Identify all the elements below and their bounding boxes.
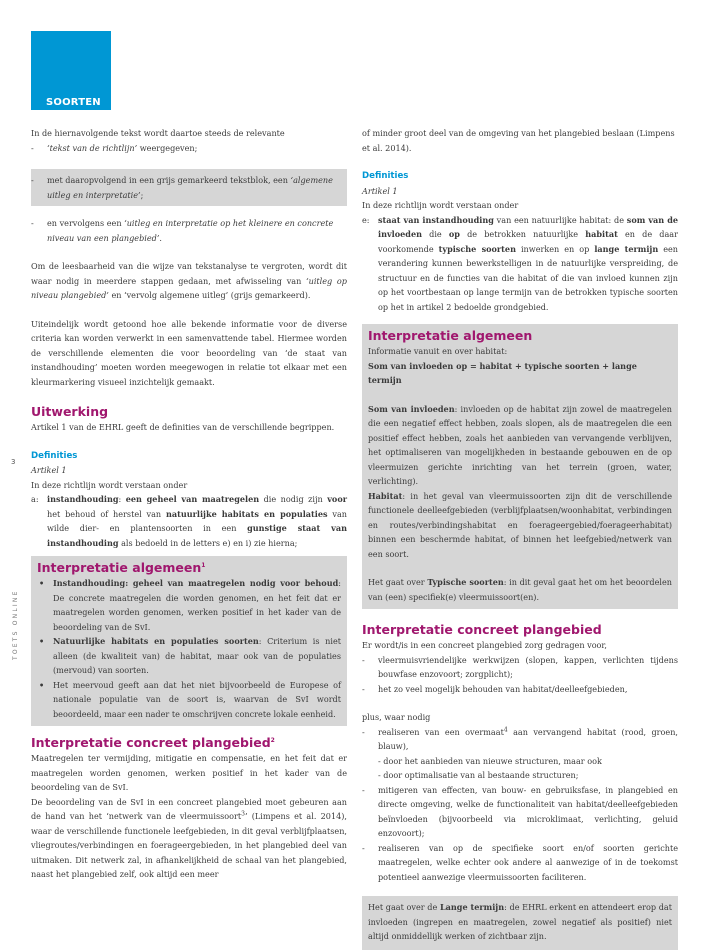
- article-label: Artikel 1: [362, 185, 398, 196]
- paragraph: Het gaat over Typische soorten: in dit geval gaat het om het beoordelen van (een) specifiek(e) vleermuissoort(en).: [368, 577, 672, 602]
- list-item: - mitigeren van effecten, van bouw- en gebruiksfase, in plangebied en directe omgeving, welke de functionaliteit van habitat/deelleefgebieden beïnvloeden (bijvoorbeeld via microklimaat, verlichting, geluid enzovoort);: [362, 784, 678, 838]
- definition-item: a: instandhouding: een geheel van maatregelen die nodig zijn voor het behoud of herstel van natuurlijke habitats en populaties van wilde dier- en plantensoorten in een gunstige staat van instandhouding als bedoeld in de letters e) en i) zie hierna;: [31, 494, 347, 548]
- paragraph: Som van invloeden: invloeden op de habitat zijn zowel de maatregelen die een negatief effect hebben, zoals slopen, als de maatregelen die een positief effect hebben, zoals het aanbieden van vervangende verblijven, het optimaliseren van mogelijkheden in bestaande gebouwen en de op vleermuizen gerichte inrichting van het terrein (groen, water, verlichting).: [368, 403, 672, 486]
- paragraph: Het gaat over de Lange termijn: de EHRL erkent en attendeert erop dat invloeden (ingrepen en maatregelen, zowel negatief als positief) niet altijd onmiddellijk werken of zichtbaar zijn.: [368, 902, 672, 941]
- box-heading: Interpretatie algemeen$^1$: [37, 560, 206, 575]
- paragraph: Informatie vanuit en over habitat:: [368, 346, 508, 356]
- paragraph: plus, waar nodig: [362, 712, 431, 722]
- left-column: [31, 126, 347, 882]
- list-item: - realiseren van op de specifieke soort en/of soorten gerichte maatregelen, welke echter ook andere al aanwezige of in de toekomst potentieel aanwezige vleermuissoorten faciliteren.: [362, 842, 678, 882]
- bullet-item: • Natuurlijke habitats en populaties soorten: Criterium is niet alleen (de kwaliteit van) de habitat, maar ook van de populaties (mervoud) van soorten.: [39, 636, 341, 675]
- paragraph: Artikel 1 van de EHRL geeft de definities van de verschillende begrippen.: [31, 422, 335, 432]
- section-heading: Interpretatie concreet plangebied: [362, 622, 602, 637]
- paragraph: In deze richtlijn wordt verstaan onder: [31, 479, 188, 490]
- sub-item: - door het aanbieden van nieuwe structuren, maar ook: [378, 755, 602, 766]
- intro-text: In de hiernavolgende tekst wordt daartoe steeds de relevante: [31, 128, 285, 138]
- long-term-box: [362, 896, 678, 950]
- paragraph: De beoordeling van de SvI in een concreet plangebied moet gebeuren aan de hand van het ‘netwerk van de vleermuissoort$^3$’ (Limpens et al. 2014), waar de verschillende functionele leefgebieden, in dit geval verblijfplaatsen, vliegroutes/verbindingen en foerageergebieden, in het plangebied deel van uitmaken. Dit netwerk zal, in afhankelijkheid de schaal van het plangebied, naast het plangebied zelf, ook altijd een meer: [31, 796, 347, 879]
- section-heading: Uitwerking: [31, 404, 109, 419]
- page-number: 3: [11, 458, 16, 466]
- bullet-item: • Het meervoud geeft aan dat het niet bijvoorbeeld de Europese of nationale populatie van de soort is, waarvan de SvI wordt beoordeeld, maar een nader te omschrijven concrete lokale eenheid.: [39, 679, 341, 719]
- paragraph: of minder groot deel van de omgeving van het plangebied beslaan (Limpens et al. 2014).: [362, 128, 675, 153]
- list-item: - realiseren van een overmaat$^4$ aan vervangend habitat (rood, groen, blauw),: [362, 725, 678, 751]
- list-item: - het zo veel mogelijk behouden van habitat/deelleefgebieden,: [362, 683, 628, 694]
- section-heading: Interpretatie concreet plangebied$^2$: [31, 735, 275, 750]
- subheading: Definities: [362, 171, 409, 181]
- paragraph: Habitat: in het geval van vleermuissoorten zijn dit de verschillende functionele deelleefgebieden (verblijfplaatsen/woonhabitat, verbindingen en routes/verbindingshabitat en foerageergebied/foerageerhabitat) binnen een beschermde habitat, of binnen het leefgebied/netwerk van een soort.: [368, 490, 672, 559]
- list-item: - met daaropvolgend in een grijs gemarkeerd tekstblok, een ‘algemene uitleg en interpretatie’;: [31, 175, 333, 200]
- sub-item: - door optimalisatie van al bestaande structuren;: [378, 770, 579, 780]
- list-item: - vleermuisvriendelijke werkwijzen (slopen, kappen, verlichten tijdens bouwfase enzovoort; zorgplicht);: [362, 654, 678, 679]
- list-item: - ‘tekst van de richtlijn’ weergegeven;: [31, 142, 198, 153]
- paragraph: Om de leesbaarheid van die wijze van tekstanalyse te vergroten, wordt dit waar nodig in meerdere stappen gedaan, met afwisseling van ‘uitleg op niveau plangebied’ en ‘vervolg algemene uitleg’ (grijs gemarkeerd).: [31, 261, 347, 300]
- side-label: TOETS ONLINE: [12, 589, 19, 660]
- right-column: [362, 126, 678, 950]
- paragraph: Er wordt/is in een concreet plangebied zorg gedragen voor,: [362, 640, 607, 650]
- definition-item: e: staat van instandhouding van een natuurlijke habitat: de som van de invloeden die op de betrokken natuurlijke habitat en de daar voorkomende typische soorten inwerken en op lange termijn een verandering kunnen bewerkstelligen in de natuurlijke verspreiding, de structuur en de functies van die habitat of die van invloed kunnen zijn op het voortbestaan op lange termijn van de betrokken typische soorten op het in artikel 2 bedoelde grondgebied.: [362, 214, 679, 312]
- paragraph: Uiteindelijk wordt getoond hoe alle bekende informatie voor de diverse criteria kan worden verwerkt in een samenvattende tabel. Hiermee worden de verschillende elementen die voor beoordeling van ‘de staat van instandhouding’ moeten worden meegewogen in relatie tot elkaar met een kleurmarkering visueel inzichtelijk gemaakt.: [31, 318, 347, 387]
- article-label: Artikel 1: [31, 465, 67, 475]
- box-heading: Interpretatie algemeen: [368, 328, 533, 343]
- paragraph: Maatregelen ter vermijding, mitigatie en compensatie, en het feit dat er maatregelen worden genomen, werken positief in het kader van de beoordeling van de SvI.: [31, 753, 347, 792]
- section-tag: [31, 31, 111, 110]
- interpretation-box: [362, 324, 678, 609]
- list-item: - en vervolgens een ‘uitleg en interpretatie op het kleinere en concrete niveau van een plangebied’.: [31, 218, 334, 243]
- grey-note: [31, 169, 347, 206]
- section-tag-label: SOORTEN: [46, 97, 101, 108]
- subheading: Definities: [31, 450, 78, 461]
- paragraph: In deze richtlijn wordt verstaan onder: [362, 200, 519, 210]
- formula: Som van invloeden op = habitat + typische soorten + lange termijn: [368, 360, 637, 385]
- interpretation-box: [31, 556, 347, 726]
- bullet-item: • Instandhouding: geheel van maatregelen nodig voor behoud: De concrete maatregelen die worden genomen, en het feit dat er maatregelen worden genomen, werken positief in het kader van de beoordeling van de SvI.: [39, 578, 341, 632]
